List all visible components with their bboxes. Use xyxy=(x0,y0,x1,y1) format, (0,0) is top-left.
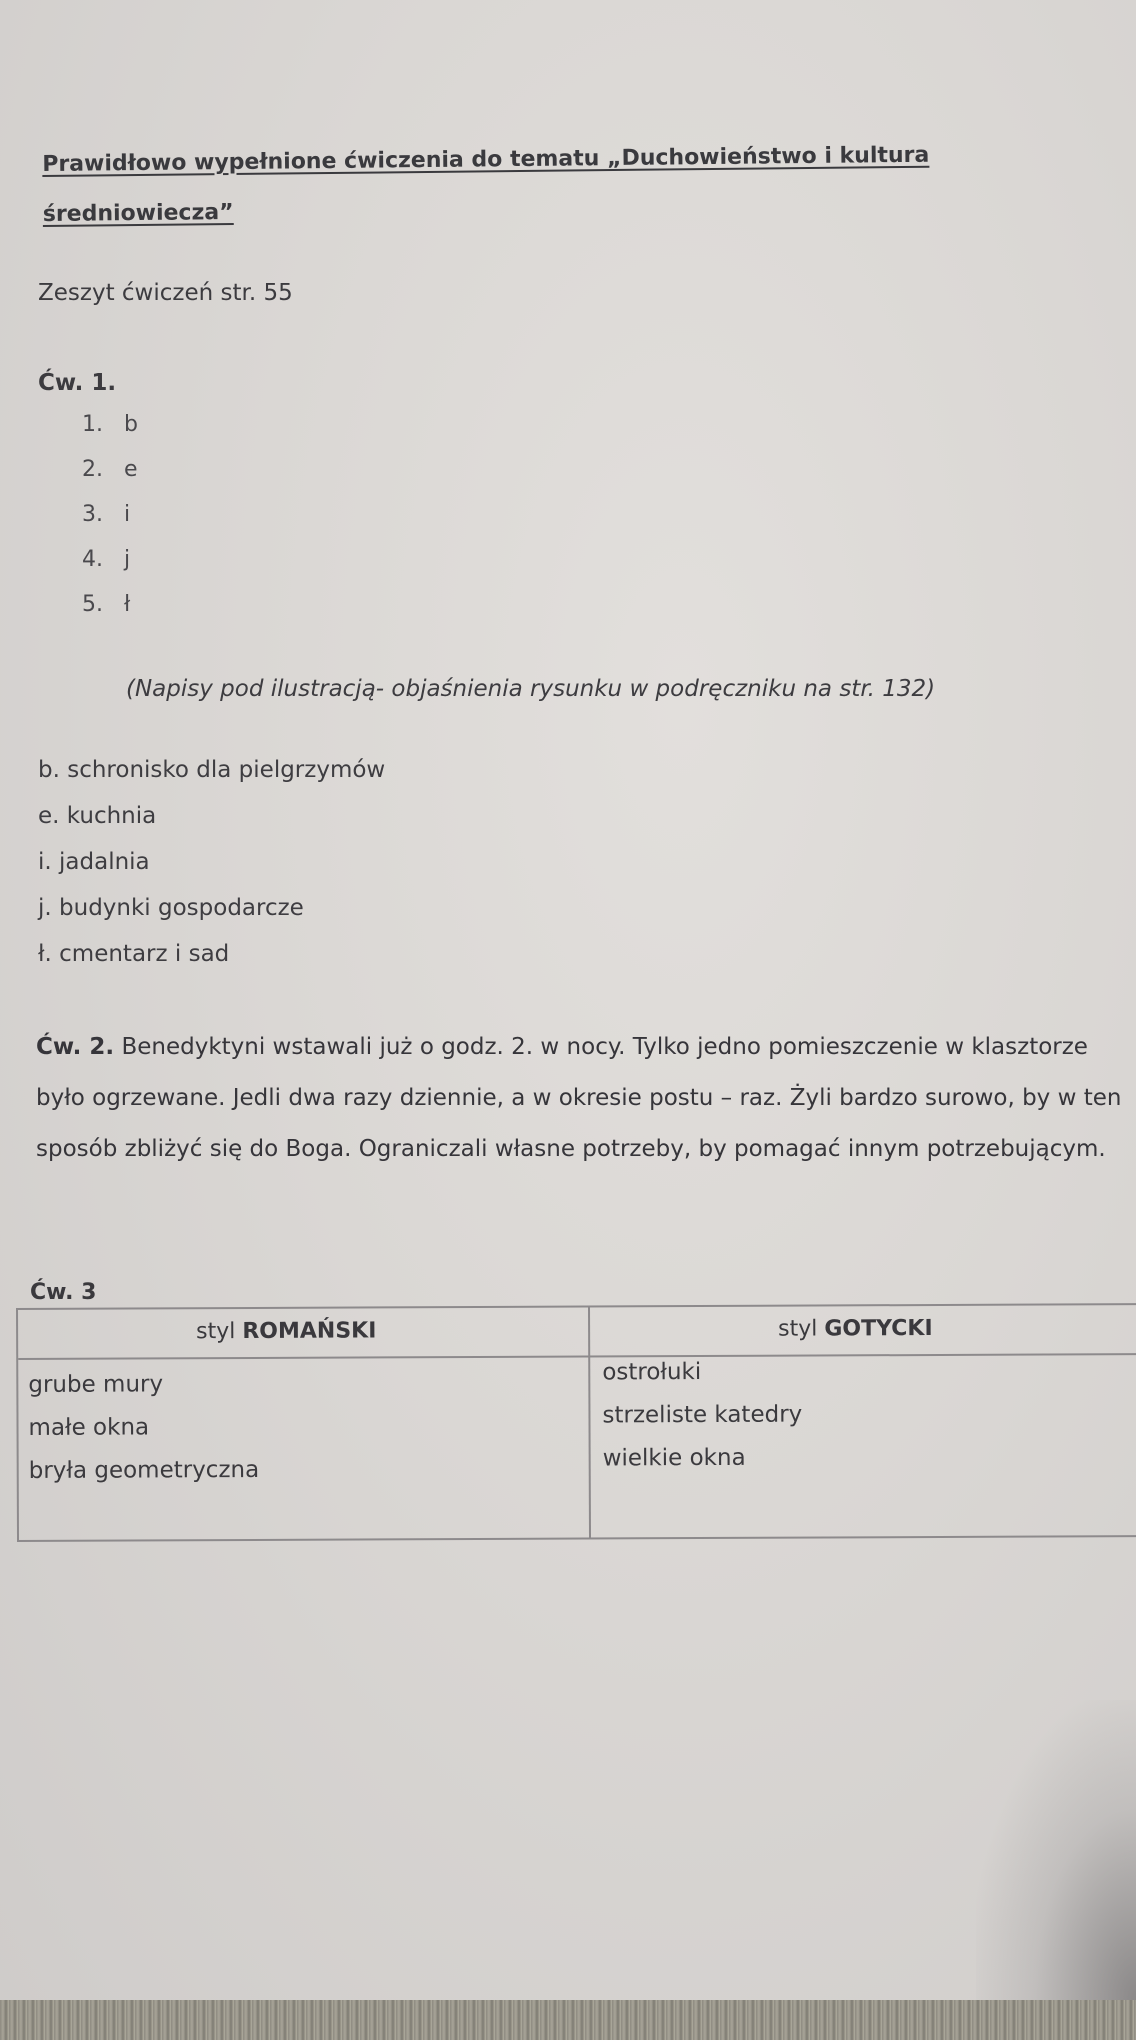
answer-item: 2. e xyxy=(82,457,138,482)
exercise-2-text: Benedyktyni wstawali już o godz. 2. w nocy. Tylko jedno pomieszczenie w klasztorze było ogrzewane. Jedli dwa razy dziennie, a w okresie postu – raz. Żyli bardzo surowo, by w ten sposób zbliżyć się do Boga. Ograniczali własne potrzeby, by pomagać innym potrzebującym. xyxy=(36,1034,1122,1162)
table-cell-item: grube mury xyxy=(28,1371,164,1398)
definition-item: b. schronisko dla pielgrzymów xyxy=(38,757,386,783)
exercise-2-heading: Ćw. 2. xyxy=(36,1034,115,1060)
answer-item: 3. i xyxy=(82,502,131,527)
title-line-1: Prawidłowo wypełnione ćwiczenia do tematu „Duchowieństwo i kultura xyxy=(42,142,930,177)
exercise-2-paragraph xyxy=(36,1022,1126,1175)
definition-item: e. kuchnia xyxy=(38,803,157,829)
table-cell-item: strzeliste katedry xyxy=(602,1401,803,1429)
table-cell-item: ostrołuki xyxy=(602,1359,702,1386)
exercise-3-heading: Ćw. 3 xyxy=(30,1280,97,1305)
answer-item: 1. b xyxy=(82,412,138,437)
document-title xyxy=(42,130,1043,240)
answer-item: 5. ł xyxy=(82,592,131,617)
exercise-1-heading: Ćw. 1. xyxy=(38,370,117,396)
illustration-note: (Napisy pod ilustracją- objaśnienia rysunku w podręczniku na str. 132) xyxy=(126,676,936,702)
workbook-reference: Zeszyt ćwiczeń str. 55 xyxy=(38,280,293,306)
header-gothic: styl GOTYCKI xyxy=(778,1316,933,1342)
exercise-1-answers xyxy=(82,412,138,637)
background-surface xyxy=(0,2000,1136,2040)
table-cell-item: wielkie okna xyxy=(602,1444,746,1472)
styles-table xyxy=(16,1303,1136,1542)
romanesque-features xyxy=(28,1371,259,1501)
header-romanesque: styl ROMAŃSKI xyxy=(196,1318,377,1345)
gothic-features xyxy=(602,1359,802,1489)
title-line-2: średniowiecza” xyxy=(42,199,234,227)
table-header-divider xyxy=(18,1353,1136,1360)
table-cell-item: małe okna xyxy=(28,1414,150,1441)
shadow-overlay xyxy=(976,1700,1136,2000)
definition-item: j. budynki gospodarcze xyxy=(38,895,304,921)
table-cell-item: bryła geometryczna xyxy=(28,1456,260,1484)
table-column-divider xyxy=(588,1307,591,1537)
definition-item: ł. cmentarz i sad xyxy=(38,941,230,967)
exercise-1-definitions xyxy=(38,757,385,987)
definition-item: i. jadalnia xyxy=(38,849,150,875)
answer-item: 4. j xyxy=(82,547,131,572)
